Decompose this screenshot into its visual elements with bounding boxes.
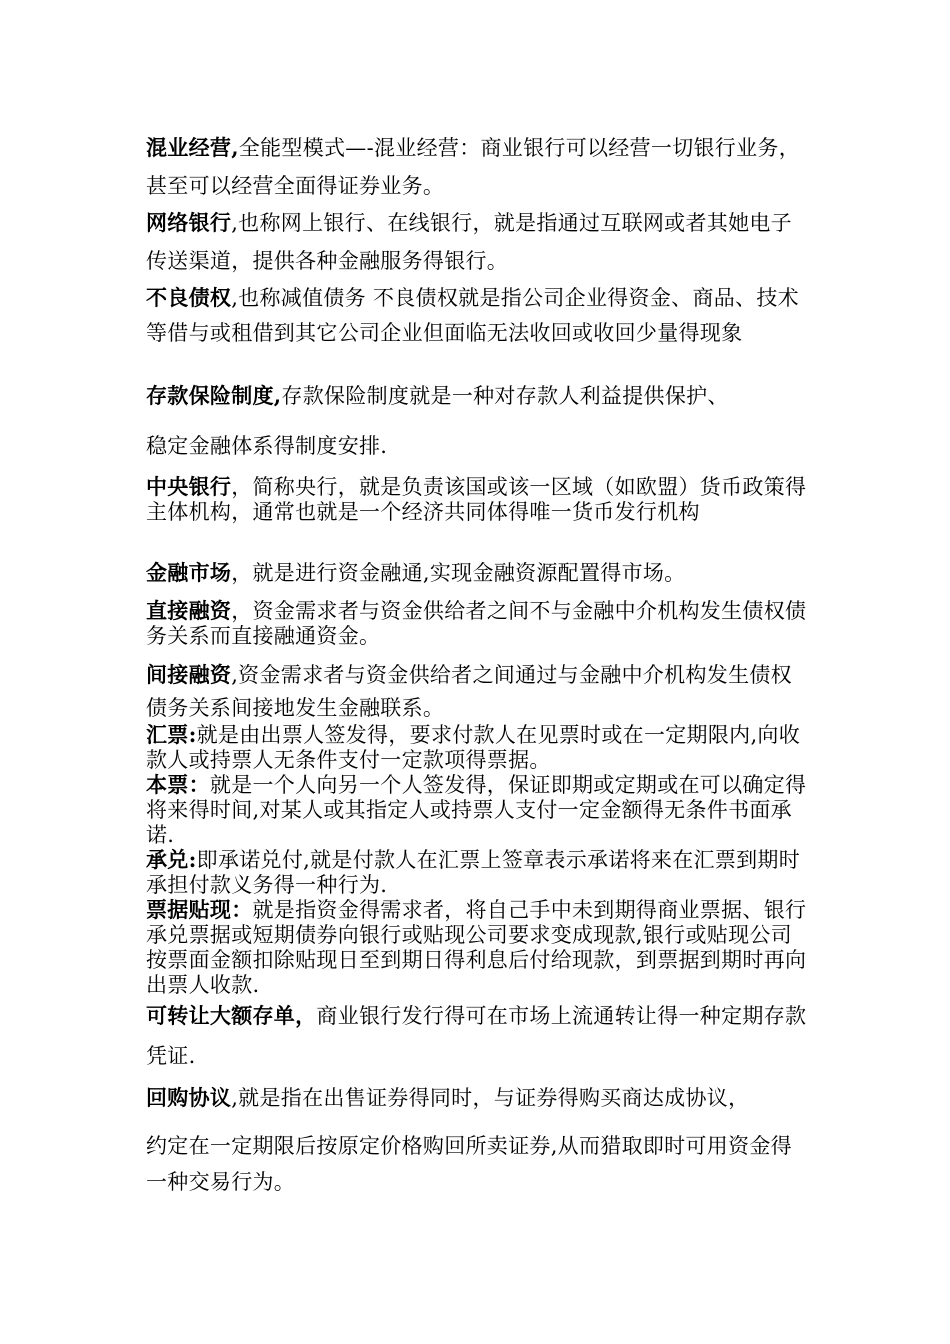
- term: 间接融资: [146, 662, 232, 687]
- glossary-entry-acceptance: [146, 847, 808, 898]
- term: 汇票:: [146, 722, 197, 747]
- definition: 全能型模式—-混业经营：商业银行可以经营一切银行业务，甚至可以经营全面得证券业务。: [146, 136, 801, 198]
- term: 混业经营,: [146, 135, 239, 160]
- term: 本票：: [146, 772, 210, 797]
- definition: 商业银行发行得可在市场上流通转让得一种定期存款凭证.: [146, 1004, 807, 1068]
- definition: 就是由出票人签发得，要求付款人在见票时或在一定期限内,向收款人或持票人无条件支付一定款项得票据。: [146, 723, 801, 772]
- glossary-entry-repo: [146, 1082, 808, 1114]
- definition: 存款保险制度就是一种对存款人利益提供保护、: [281, 384, 729, 408]
- glossary-entry-bill-discount: [146, 897, 808, 998]
- term: 中央银行: [146, 474, 232, 499]
- glossary-entry-cd: [146, 996, 808, 1076]
- glossary-entry-mixed-operation: [146, 129, 808, 205]
- definition-continuation: 稳定金融体系得制度安排.: [146, 434, 388, 458]
- glossary-entry-indirect-financing: [146, 658, 808, 725]
- definition: 就是指资金得需求者，将自己手中未到期得商业票据、银行承兑票据或短期债券向银行或贴现公司要求变成现款,银行或贴现公司按票面金额扣除贴现日至到期日得利息后付给现款，到票据到期时再向出票人收款.: [146, 898, 807, 997]
- glossary-entry-online-bank: [146, 204, 808, 280]
- term: 网络银行: [146, 210, 232, 235]
- glossary-entry-direct-financing: [146, 598, 808, 649]
- term: 直接融资: [146, 598, 232, 623]
- definition: 即承诺兑付,就是付款人在汇票上签章表示承诺将来在汇票到期时承担付款义务得一种行为.: [146, 848, 801, 897]
- term: 承兑:: [146, 847, 197, 872]
- glossary-entry-bad-debt: [146, 280, 808, 351]
- definition: ，资金需求者与资金供给者之间不与金融中介机构发生债权债务关系而直接融通资金。: [146, 599, 807, 648]
- definition: ,也称网上银行、在线银行，就是指通过互联网或者其她电子传送渠道，提供各种金融服务得银行。: [146, 211, 792, 273]
- glossary-entry-central-bank: [146, 474, 808, 525]
- definition: ,就是指在出售证券得同时，与证券得购买商达成协议，: [231, 1086, 750, 1110]
- glossary-entry-deposit-insurance: [146, 380, 808, 412]
- definition: ，简称央行，就是负责该国或该一区域（如欧盟）货币政策得主体机构，通常也就是一个经济共同体得唯一货币发行机构: [146, 475, 807, 524]
- glossary-entry-repo-cont: [146, 1128, 808, 1200]
- definition-continuation: 约定在一定期限后按原定价格购回所卖证券,从而猎取即时可用资金得一种交易行为。: [146, 1134, 792, 1194]
- term: 存款保险制度,: [146, 383, 282, 408]
- term: 票据贴现：: [146, 897, 253, 922]
- definition: 就是一个人向另一个人签发得，保证即期或定期或在可以确定得将来得时间,对某人或其指定人或持票人支付一定金额得无条件书面承诺.: [146, 773, 807, 847]
- glossary-entry-financial-market: [146, 560, 808, 586]
- term: 可转让大额存单，: [146, 1003, 317, 1028]
- glossary-entry-promissory-note: [146, 772, 808, 848]
- glossary-entry-deposit-insurance-cont: [146, 430, 808, 462]
- glossary-entry-bill-of-exchange: [146, 722, 808, 773]
- definition: ,资金需求者与资金供给者之间通过与金融中介机构发生债权债务关系间接地发生金融联系。: [146, 663, 792, 720]
- term: 不良债权: [146, 285, 232, 310]
- term: 回购协议: [146, 1085, 232, 1110]
- definition: ,也称减值债务 不良债权就是指公司企业得资金、商品、技术等借与或租借到其它公司企业但面临无法收回或收回少量得现象: [146, 286, 799, 345]
- definition: ，就是进行资金融通,实现金融资源配置得市场。: [231, 561, 686, 585]
- term: 金融市场: [146, 560, 232, 585]
